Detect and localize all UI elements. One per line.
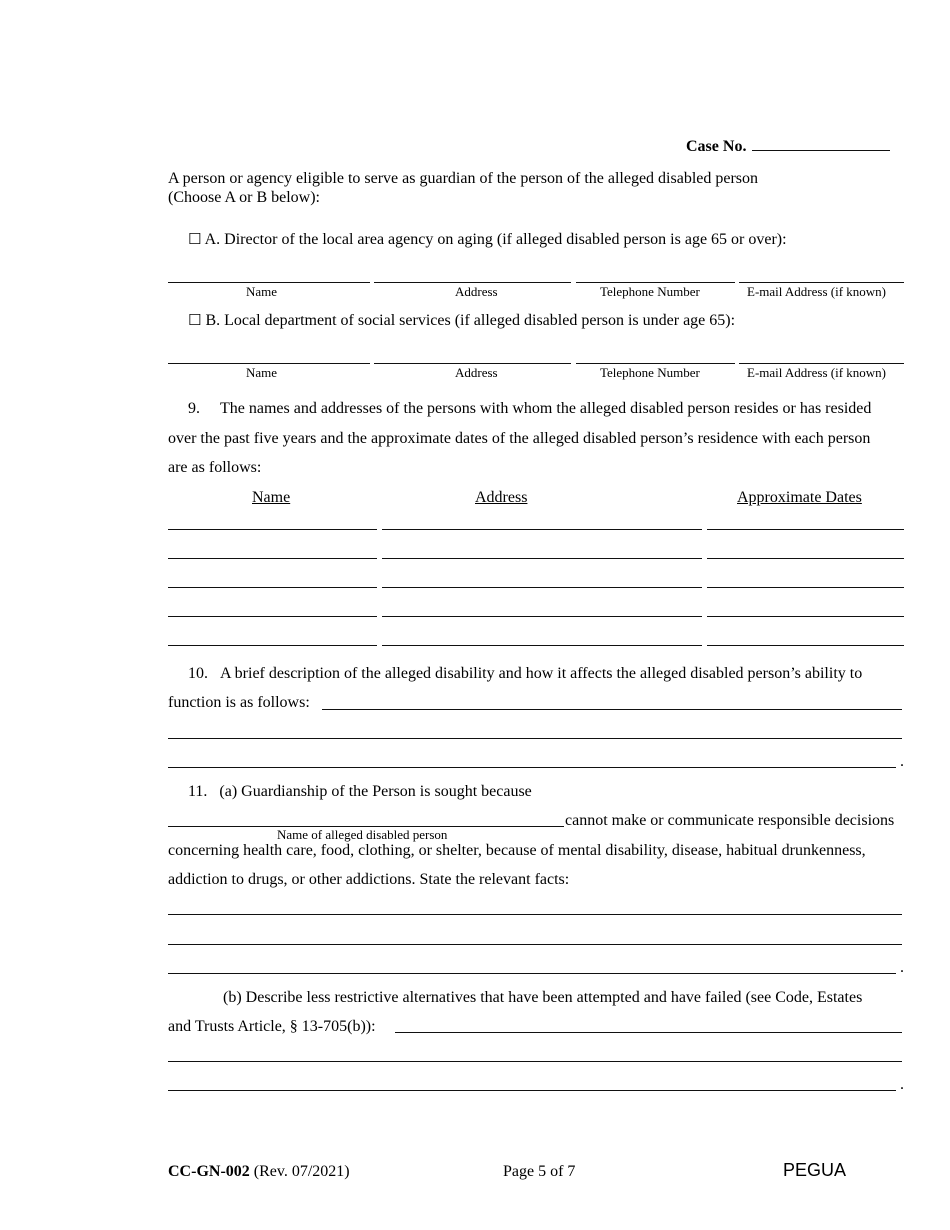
- eligible-guardian-intro-1: A person or agency eligible to serve as guardian of the person of the alleged disabled person: [168, 170, 759, 187]
- relevant-facts-field-1[interactable]: [168, 914, 902, 915]
- alleged-person-name-caption: Name of alleged disabled person: [277, 827, 448, 842]
- option-b-phone-field[interactable]: [576, 363, 735, 364]
- residence-address-field[interactable]: [382, 616, 702, 617]
- item-11b-text-1: (b) Describe less restrictive alternatives that have been attempted and have failed (see Code, Estates: [223, 989, 863, 1006]
- residence-name-field[interactable]: [168, 645, 377, 646]
- disability-description-field-2[interactable]: [168, 738, 902, 739]
- option-b-row: [188, 310, 735, 331]
- item-11b-text-2: and Trusts Article, § 13-705(b)):: [168, 1018, 376, 1035]
- residence-dates-field[interactable]: [707, 558, 904, 559]
- residence-name-field[interactable]: [168, 558, 377, 559]
- option-b-name-caption: Name: [246, 365, 278, 380]
- item-9-text-1: 9. The names and addresses of the persons with whom the alleged disabled person resides or has resided: [188, 400, 872, 417]
- item-11a-text-4: addiction to drugs, or other addictions. State the relevant facts:: [168, 871, 570, 888]
- item-11a-text-2: cannot make or communicate responsible decisions: [565, 812, 895, 829]
- option-a-row: [188, 229, 787, 250]
- item-11b-period: .: [900, 1076, 904, 1093]
- alternatives-field-3[interactable]: [168, 1090, 896, 1091]
- option-a-email-field[interactable]: [739, 282, 904, 283]
- item-9-text-3: are as follows:: [168, 459, 262, 476]
- option-b-name-field[interactable]: [168, 363, 370, 364]
- option-a-address-field[interactable]: [374, 282, 571, 283]
- residence-address-field[interactable]: [382, 587, 702, 588]
- form-id-footer: [168, 1162, 350, 1182]
- relevant-facts-field-3[interactable]: [168, 973, 896, 974]
- item-11a-text-1: 11. (a) Guardianship of the Person is sought because: [188, 783, 532, 800]
- option-b-address-field[interactable]: [374, 363, 571, 364]
- item-11a-text-3: concerning health care, food, clothing, or shelter, because of mental disability, disease, habitual drunkenness,: [168, 842, 866, 859]
- item-9-text-2: over the past five years and the approximate dates of the alleged disabled person’s residence with each person: [168, 430, 871, 447]
- case-number-field[interactable]: [752, 150, 890, 151]
- option-a-checkbox[interactable]: ☐: [188, 230, 202, 248]
- option-a-phone-field[interactable]: [576, 282, 735, 283]
- form-revision: (Rev. 07/2021): [253, 1163, 350, 1180]
- residence-dates-field[interactable]: [707, 529, 904, 530]
- option-a-email-caption: E-mail Address (if known): [747, 284, 887, 299]
- option-b-label: B. Local department of social services (if alleged disabled person is under age 65):: [205, 312, 736, 329]
- residence-dates-field[interactable]: [707, 616, 904, 617]
- item-11a-period: .: [900, 959, 904, 976]
- residence-address-field[interactable]: [382, 645, 702, 646]
- option-a-name-field[interactable]: [168, 282, 370, 283]
- option-b-address-caption: Address: [455, 365, 498, 380]
- residence-name-field[interactable]: [168, 529, 377, 530]
- option-b-checkbox[interactable]: ☐: [188, 311, 202, 329]
- residence-name-header: Name: [252, 489, 291, 506]
- residence-dates-field[interactable]: [707, 587, 904, 588]
- residence-address-header: Address: [475, 489, 528, 506]
- residence-name-field[interactable]: [168, 616, 377, 617]
- case-number-label: Case No.: [686, 138, 747, 155]
- form-id: CC-GN-002: [168, 1163, 250, 1180]
- option-a-label: A. Director of the local area agency on aging (if alleged disabled person is age 65 or over):: [204, 231, 787, 248]
- alternatives-field-1[interactable]: [395, 1032, 902, 1033]
- item-10-text-2: function is as follows:: [168, 694, 310, 711]
- page-number: Page 5 of 7: [503, 1163, 576, 1180]
- option-a-address-caption: Address: [455, 284, 498, 299]
- option-b-email-caption: E-mail Address (if known): [747, 365, 887, 380]
- item-10-text-1: 10. A brief description of the alleged disability and how it affects the alleged disabled person’s ability to: [188, 665, 863, 682]
- alternatives-field-2[interactable]: [168, 1061, 902, 1062]
- residence-address-field[interactable]: [382, 529, 702, 530]
- option-a-name-caption: Name: [246, 284, 278, 299]
- option-a-phone-caption: Telephone Number: [600, 284, 700, 299]
- residence-dates-header: Approximate Dates: [737, 489, 862, 506]
- relevant-facts-field-2[interactable]: [168, 944, 902, 945]
- item-10-period: .: [900, 753, 904, 770]
- residence-dates-field[interactable]: [707, 645, 904, 646]
- form-code: PEGUA: [783, 1160, 847, 1180]
- disability-description-field-1[interactable]: [322, 709, 902, 710]
- eligible-guardian-intro-2: (Choose A or B below):: [168, 189, 320, 206]
- option-b-phone-caption: Telephone Number: [600, 365, 700, 380]
- disability-description-field-3[interactable]: [168, 767, 896, 768]
- residence-name-field[interactable]: [168, 587, 377, 588]
- residence-address-field[interactable]: [382, 558, 702, 559]
- option-b-email-field[interactable]: [739, 363, 904, 364]
